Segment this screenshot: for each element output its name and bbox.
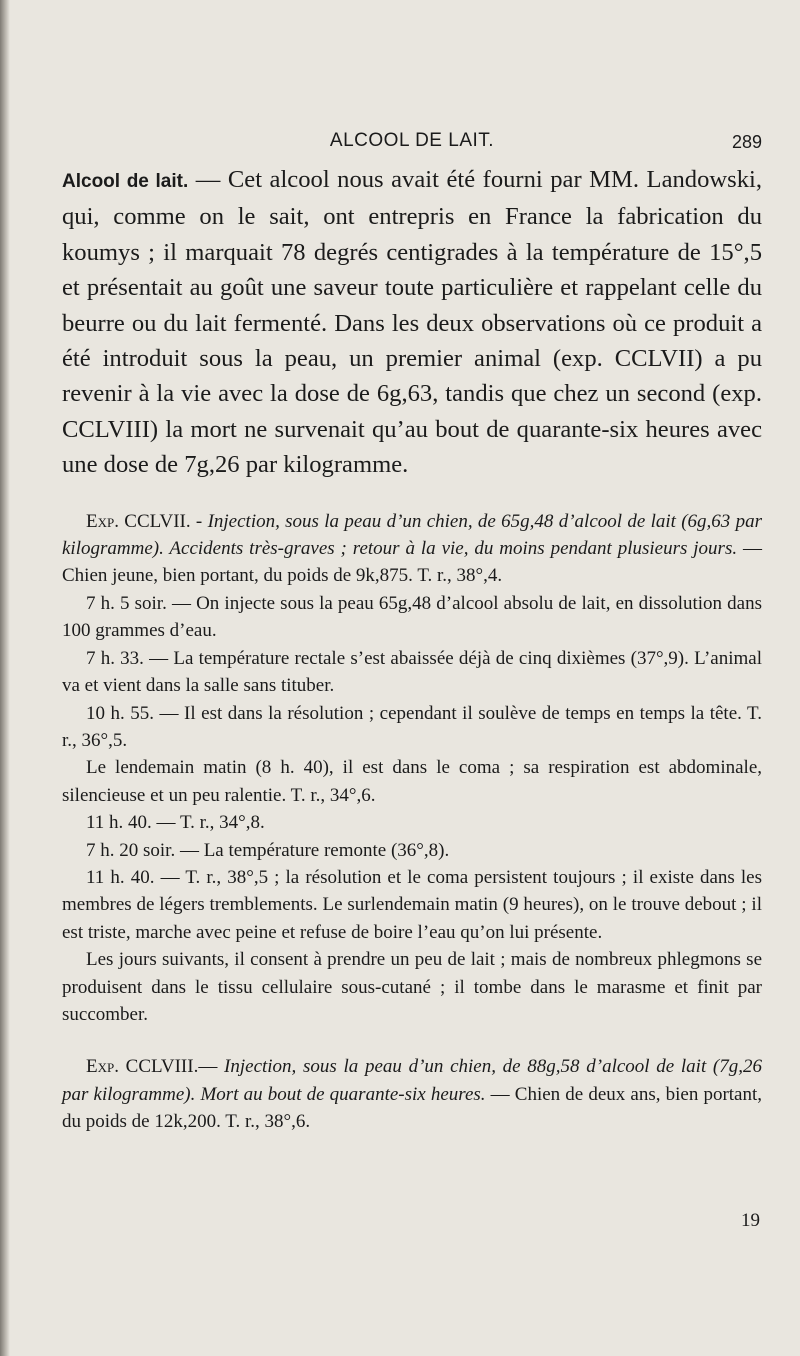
dash: - — [190, 510, 208, 532]
log-entry: Les jours suivants, il consent à prendre un peu de lait ; mais de nombreux phlegmons se produisent dans le tissu cellulaire sous-cutané ; il tombe dans le marasme et finit par succomber. — [62, 949, 762, 1025]
log-entry: 10 h. 55. — Il est dans la résolution ; cependant il soulève de temps en temps la tête. T. r., 36°,5. — [62, 702, 762, 751]
dash: — — [198, 1056, 225, 1078]
log-entry: Le lendemain matin (8 h. 40), il est dans le coma ; sa respiration est abdominale, silencieuse et un peu ralentie. T. r., 34°,6. — [62, 757, 762, 806]
log-entry: 11 h. 40. — T. r., 38°,5 ; la résolution et le coma persistent toujours ; il existe dans les membres de légers tremblements. Le surlendemain matin (9 heures), on le trouve debout ; il est triste, marche avec peine et refuse de boire l’eau qu’on lui présente. — [62, 866, 762, 943]
experiment-257 — [62, 508, 762, 1029]
experiment-258 — [62, 1053, 762, 1135]
section-lead: Alcool de lait. — [62, 171, 189, 192]
experiment-title: Injection, sous la peau d’un chien, de 65g,48 d’alcool de lait (6g,63 par kilogramme). Accidents très-graves ; retour à la vie, du moins pendant plusieurs jours. — [62, 510, 763, 560]
experiment-subject: — Chien de deux ans, bien portant, du poids de 12k,200. T. r., 38°,6. — [62, 1083, 763, 1133]
page-number: 289 — [731, 132, 762, 152]
experiment-257-heading — [62, 508, 762, 590]
log-entry: 7 h. 20 soir. — La température remonte (36°,8). — [86, 839, 450, 861]
log-entry: 7 h. 33. — La température rectale s’est abaissée déjà de cinq dixièmes (37°,9). L’animal va et vient dans la salle sans tituber. — [62, 647, 762, 697]
page-edge-shadow — [0, 0, 10, 1356]
book-page — [62, 112, 762, 1136]
intro-paragraph — [62, 162, 762, 483]
experiment-title: Injection, sous la peau d’un chien, de 88g,58 d’alcool de lait (7g,26 par kilogramme). Mort au bout de quarante-six heures. — [62, 1056, 762, 1105]
experiment-subject: — Chien jeune, bien portant, du poids de 9k,875. T. r., 38°,4. — [62, 538, 762, 587]
experiment-label: Exp. CCLVII. — [86, 510, 191, 532]
intro-text: — Cet alcool nous avait été fourni par MM. Landowski, qui, comme on le sait, ont entrepris en France la fabrication du koumys ; il marquait 78 degrés centigrades à la température de 15°,5 et présentait au goût une saveur toute particulière et rappelant celle du beurre ou du lait fermenté. Dans les deux observations où ce produit a été introduit sous la peau, un premier animal (exp. CCLVII) a pu revenir à la vie avec la dose de 6g,63, tandis que chez un second (exp. CCLVIII) la mort ne survenait qu’au bout de quarante-six heures avec une dose de 7g,26 par kilogramme. — [62, 166, 762, 479]
experiment-label: Exp. CCLVIII. — [86, 1056, 199, 1078]
experiment-258-heading — [62, 1053, 762, 1135]
log-entry: 7 h. 5 soir. — On injecte sous la peau 65g,48 d’alcool absolu de lait, en dissolution dans 100 grammes d’eau. — [62, 592, 762, 642]
signature-mark: 19 — [741, 1210, 760, 1231]
running-title: ALCOOL DE LAIT. — [329, 130, 495, 151]
running-header — [62, 112, 762, 156]
log-entry: 11 h. 40. — T. r., 34°,8. — [86, 812, 265, 834]
